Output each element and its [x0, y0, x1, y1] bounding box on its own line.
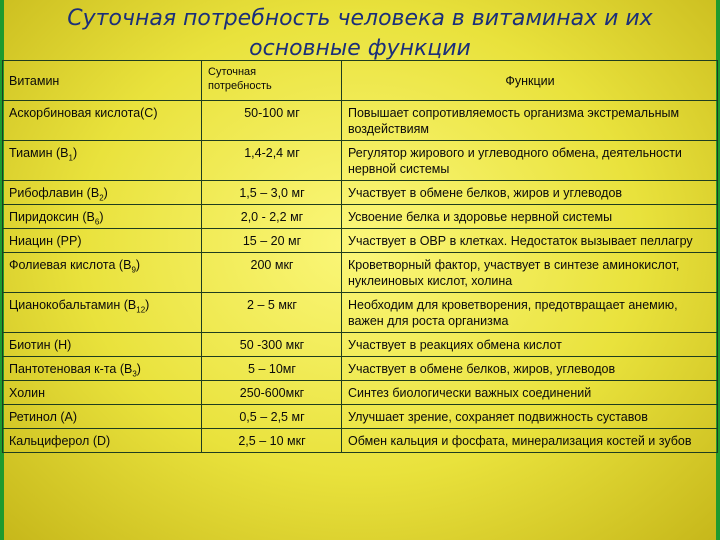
- function-cell: Повышает сопротивляемость организма экстремальным воздействиям: [342, 101, 718, 141]
- daily-dose-cell: 2,5 – 10 мкг: [202, 429, 342, 453]
- vitamin-subscript: 1: [68, 153, 73, 163]
- vitamin-subscript: 3: [132, 369, 137, 379]
- vitamin-name: Цианокобальтамин (В: [9, 298, 137, 312]
- vitamin-name-cell: [3, 357, 202, 381]
- vitamin-name-cell: [3, 429, 202, 453]
- table-row: [3, 333, 718, 357]
- title-line-1: Суточная потребность человека в витаминах и их: [67, 6, 653, 31]
- function-cell: Синтез биологически важных соединений: [342, 381, 718, 405]
- function-cell: Кроветворный фактор, участвует в синтезе аминокислот, нуклеиновых кислот, холина: [342, 253, 718, 293]
- function-cell: Усвоение белка и здоровье нервной системы: [342, 205, 718, 229]
- vitamin-name: Ретинол (А): [9, 410, 78, 424]
- vitamin-name-cell: [3, 205, 202, 229]
- header-vitamin: Витамин: [3, 61, 202, 101]
- function-cell: Регулятор жирового и углеводного обмена, деятельности нервной системы: [342, 141, 718, 181]
- vitamins-table: [2, 60, 718, 453]
- header-functions: Функции: [342, 61, 718, 101]
- vitamin-name-cell: [3, 101, 202, 141]
- vitamin-name-cell: [3, 181, 202, 205]
- vitamin-name: Пиридоксин (В: [9, 210, 95, 224]
- vitamin-name-suffix: ): [145, 298, 150, 312]
- daily-dose-cell: 15 – 20 мг: [202, 229, 342, 253]
- daily-dose-cell: 1,5 – 3,0 мг: [202, 181, 342, 205]
- vitamin-name: Тиамин (В: [9, 146, 69, 160]
- daily-dose-cell: 2 – 5 мкг: [202, 293, 342, 333]
- slide-title: [0, 4, 720, 64]
- daily-dose-cell: 50 -300 мкг: [202, 333, 342, 357]
- vitamin-name: Пантотеновая к-та (В: [9, 362, 133, 376]
- function-cell: Необходим для кроветворения, предотвращает анемию, важен для роста организма: [342, 293, 718, 333]
- table-row: [3, 381, 718, 405]
- vitamin-name: Холин: [9, 386, 46, 400]
- vitamin-name-suffix: ): [99, 210, 104, 224]
- vitamin-subscript: 6: [94, 217, 100, 227]
- table-row: [3, 429, 718, 453]
- vitamin-name-cell: [3, 141, 202, 181]
- daily-dose-cell: 1,4-2,4 мг: [202, 141, 342, 181]
- table-row: [3, 205, 718, 229]
- vitamin-name: Ниацин (РР): [9, 234, 82, 248]
- function-cell: Улучшает зрение, сохраняет подвижность суставов: [342, 405, 718, 429]
- daily-dose-cell: 200 мкг: [202, 253, 342, 293]
- vitamin-name-cell: [3, 333, 202, 357]
- vitamin-name-cell: [3, 229, 202, 253]
- table-header-row: [3, 61, 718, 101]
- daily-dose-cell: 5 – 10мг: [202, 357, 342, 381]
- table-row: [3, 293, 718, 333]
- vitamin-name: Рибофлавин (В: [9, 186, 100, 200]
- vitamin-name: Аскорбиновая кислота(С): [9, 106, 158, 120]
- vitamin-name-cell: [3, 253, 202, 293]
- header-daily-line-2: потребность: [208, 80, 272, 92]
- header-daily-need: [202, 61, 342, 101]
- table-row: [3, 141, 718, 181]
- table-row: [3, 101, 718, 141]
- vitamin-name: Кальциферол (D): [9, 434, 111, 448]
- vitamin-subscript: 9: [131, 265, 136, 275]
- daily-dose-cell: 50-100 мг: [202, 101, 342, 141]
- daily-dose-cell: 0,5 – 2,5 мг: [202, 405, 342, 429]
- function-cell: Участвует в ОВР в клетках. Недостаток вызывает пеллагру: [342, 229, 718, 253]
- vitamin-name: Фолиевая кислота (В: [9, 258, 132, 272]
- daily-dose-cell: 250-600мкг: [202, 381, 342, 405]
- function-cell: Участвует в реакциях обмена кислот: [342, 333, 718, 357]
- function-cell: Участвует в обмене белков, жиров и углеводов: [342, 181, 718, 205]
- vitamin-name: Биотин (Н): [9, 338, 72, 352]
- vitamin-name-suffix: ): [103, 186, 108, 200]
- vitamin-name-cell: [3, 381, 202, 405]
- vitamin-name-cell: [3, 405, 202, 429]
- table-row: [3, 181, 718, 205]
- vitamin-subscript: 12: [136, 305, 146, 315]
- table-row: [3, 229, 718, 253]
- function-cell: Участвует в обмене белков, жиров, углеводов: [342, 357, 718, 381]
- vitamin-name-suffix: ): [136, 362, 141, 376]
- table-row: [3, 253, 718, 293]
- table-row: [3, 357, 718, 381]
- title-line-2: основные функции: [249, 36, 471, 61]
- table-row: [3, 405, 718, 429]
- vitamin-subscript: 2: [99, 193, 104, 203]
- daily-dose-cell: 2,0 - 2,2 мг: [202, 205, 342, 229]
- vitamin-name-cell: [3, 293, 202, 333]
- header-daily-line-1: Суточная: [208, 66, 257, 78]
- vitamin-name-suffix: ): [72, 146, 78, 160]
- function-cell: Обмен кальция и фосфата, минерализация костей и зубов: [342, 429, 718, 453]
- vitamin-name-suffix: ): [135, 258, 141, 272]
